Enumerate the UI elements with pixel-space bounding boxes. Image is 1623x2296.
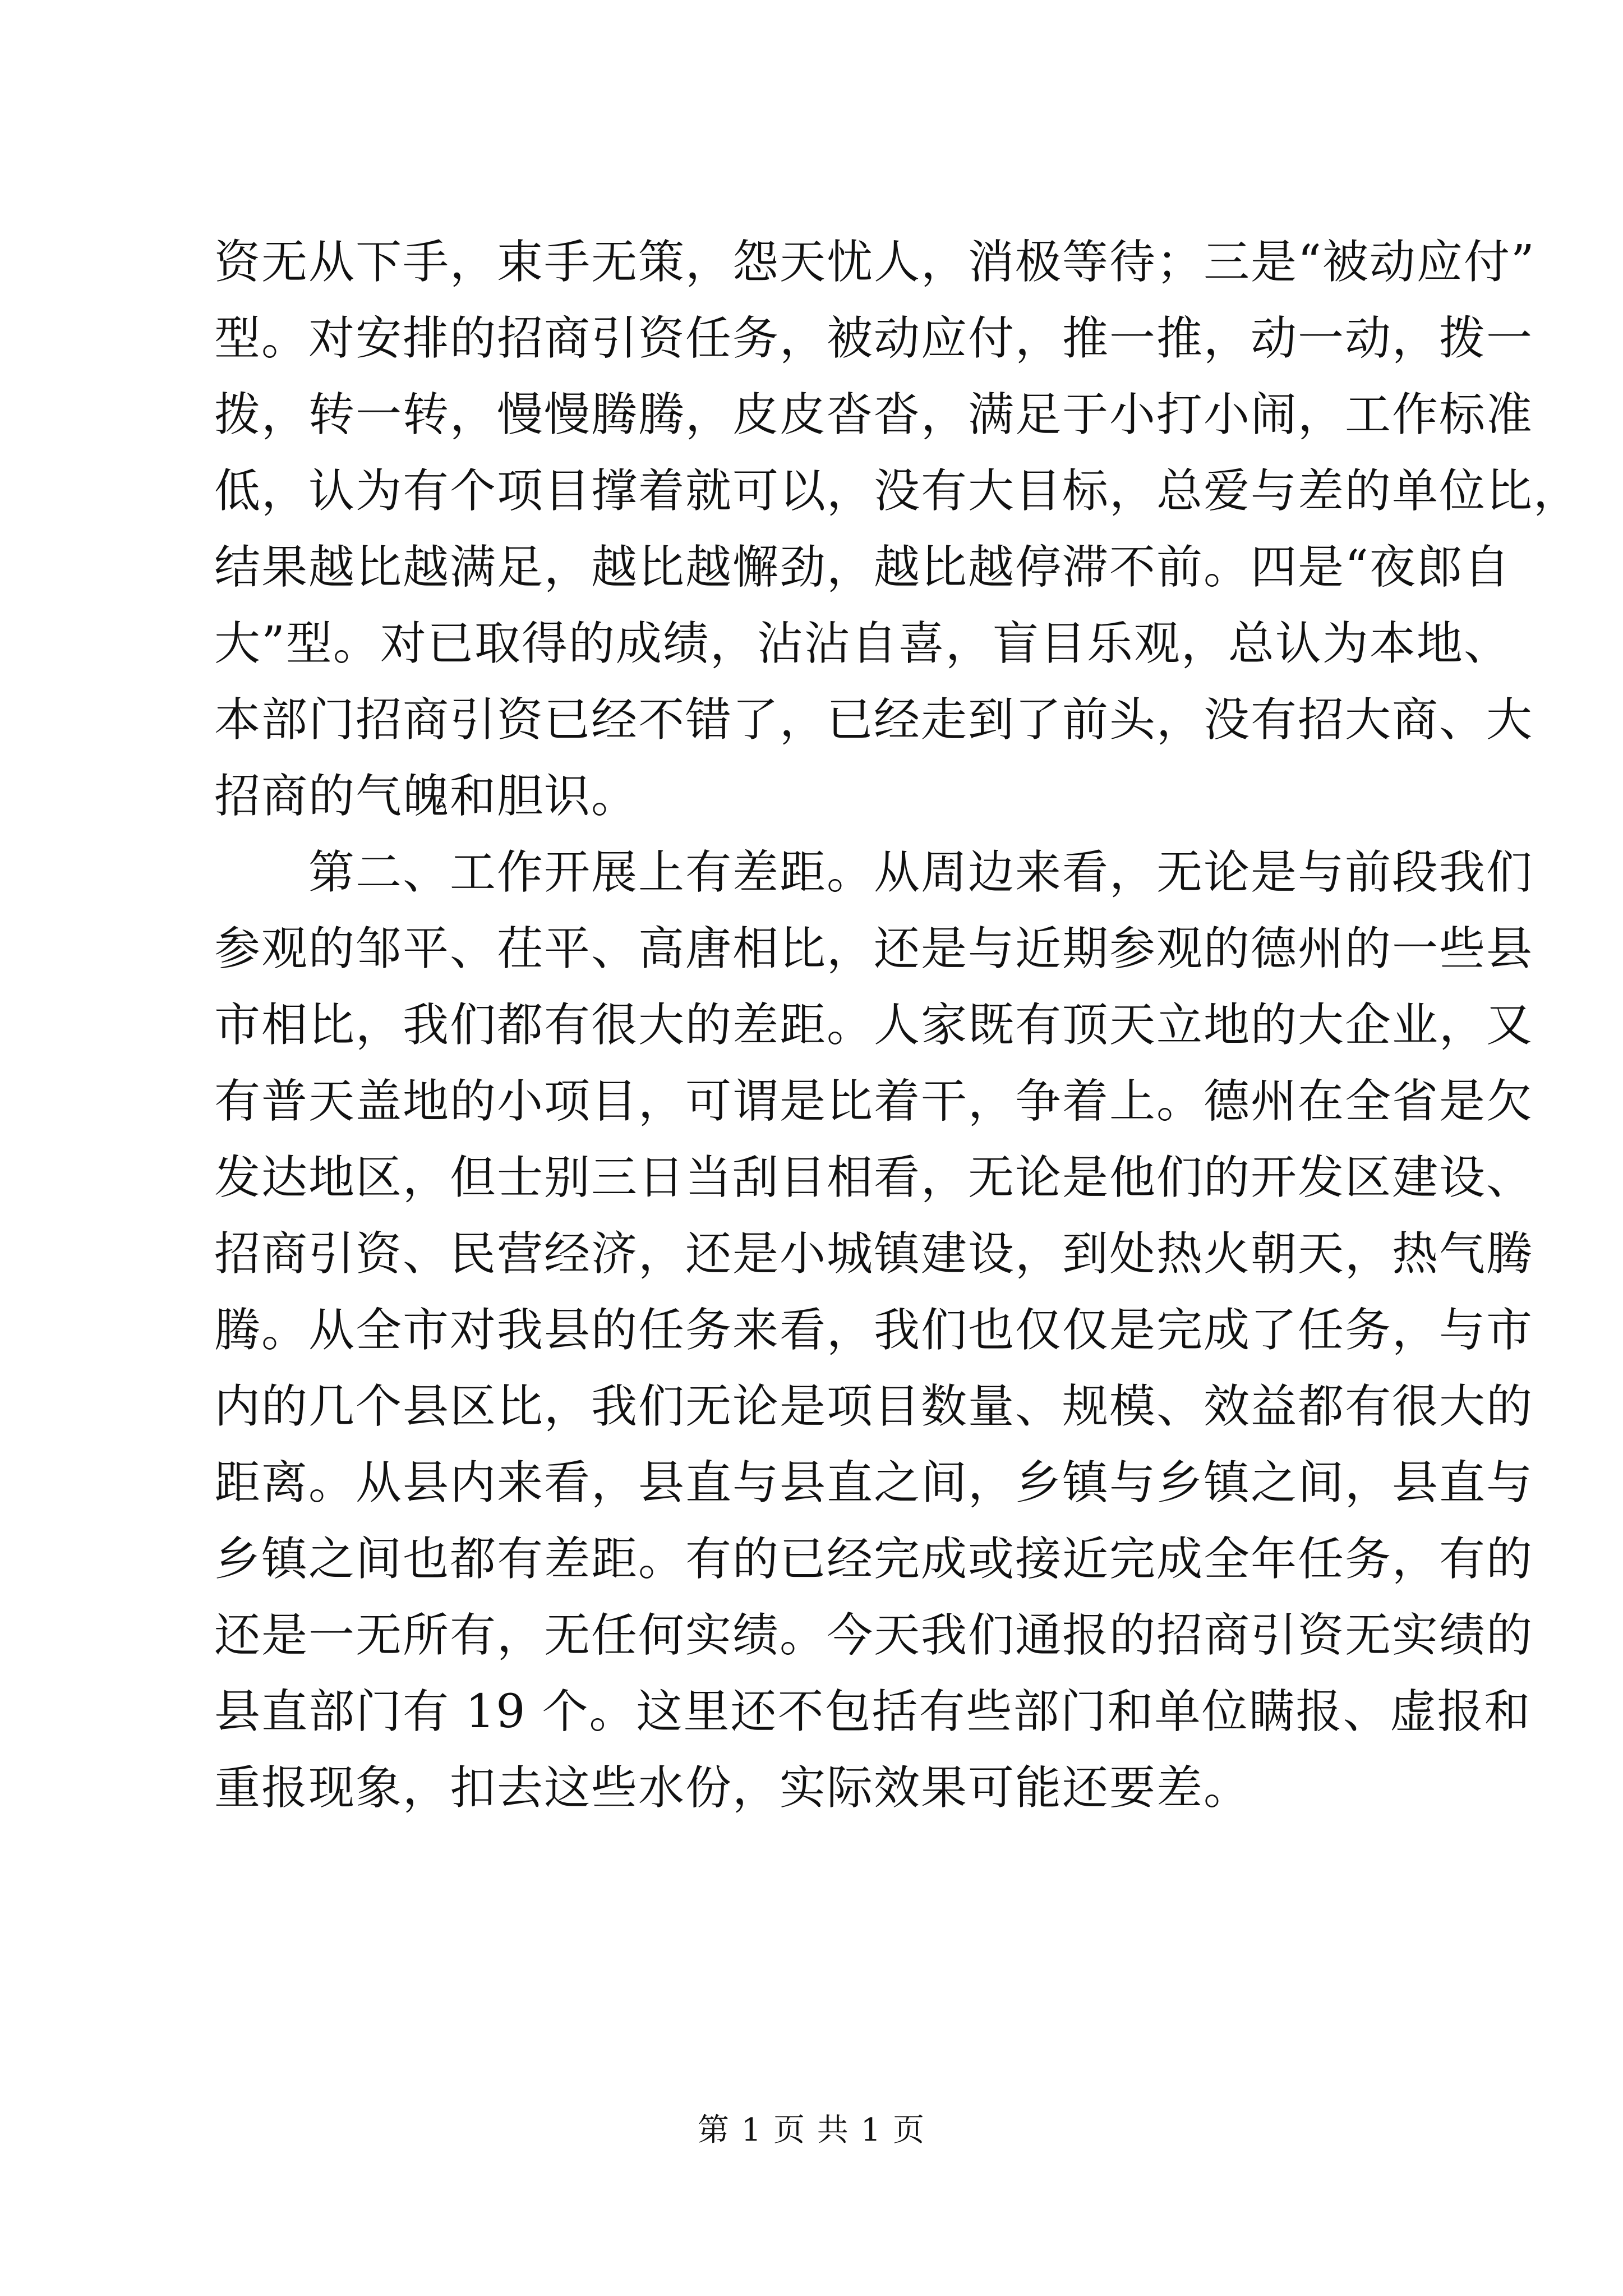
text-line: 第二、工作开展上有差距。从周边来看，无论是与前段我们 (214, 846, 1534, 899)
text-line: 有普天盖地的小项目，可谓是比着干，争着上。德州在全省是欠 (214, 1075, 1534, 1128)
text-line: 还是一无所有，无任何实绩。今天我们通报的招商引资无实绩的 (214, 1609, 1534, 1662)
text-line: 大”型。对已取得的成绩，沾沾自喜，盲目乐观，总认为本地、 (214, 617, 1511, 670)
text-line: 招商引资、民营经济，还是小城镇建设，到处热火朝天，热气腾 (214, 1227, 1534, 1281)
text-line: 县直部门有 19 个。这里还不包括有些部门和单位瞒报、虚报和 (214, 1685, 1532, 1738)
text-line: 型。对安排的招商引资任务，被动应付，推一推，动一动，拨一 (214, 312, 1534, 365)
text-line: 结果越比越满足，越比越懈劲，越比越停滞不前。四是“夜郎自 (214, 541, 1511, 594)
text-line: 低，认为有个项目撑着就可以，没有大目标，总爱与差的单位比， (214, 464, 1581, 518)
text-line: 重报现象，扣去这些水份，实际效果可能还要差。 (214, 1761, 1251, 1815)
text-line: 招商的气魄和胆识。 (214, 770, 639, 823)
text-line: 腾。从全市对我县的任务来看，我们也仅仅是完成了任务，与市 (214, 1304, 1534, 1357)
body-text (214, 224, 1581, 1826)
text-line: 距离。从县内来看，县直与县直之间，乡镇与乡镇之间，县直与 (214, 1456, 1534, 1510)
text-line: 市相比，我们都有很大的差距。人家既有顶天立地的大企业，又 (214, 999, 1534, 1052)
text-line: 内的几个县区比，我们无论是项目数量、规模、效益都有很大的 (214, 1380, 1534, 1433)
page-footer: 第 1 页 共 1 页 (697, 2112, 926, 2148)
text-line: 本部门招商引资已经不错了，已经走到了前头，没有招大商、大 (214, 693, 1534, 747)
text-line: 拨，转一转，慢慢腾腾，皮皮沓沓，满足于小打小闹，工作标准 (214, 388, 1534, 441)
text-line: 资无从下手，束手无策，怨天忧人，消极等待；三是“被动应付” (214, 236, 1536, 289)
text-line: 发达地区，但士别三日当刮目相看，无论是他们的开发区建设、 (214, 1151, 1534, 1204)
text-line: 参观的邹平、茌平、高唐相比，还是与近期参观的德州的一些县 (214, 922, 1534, 976)
text-line: 乡镇之间也都有差距。有的已经完成或接近完成全年任务，有的 (214, 1533, 1534, 1586)
